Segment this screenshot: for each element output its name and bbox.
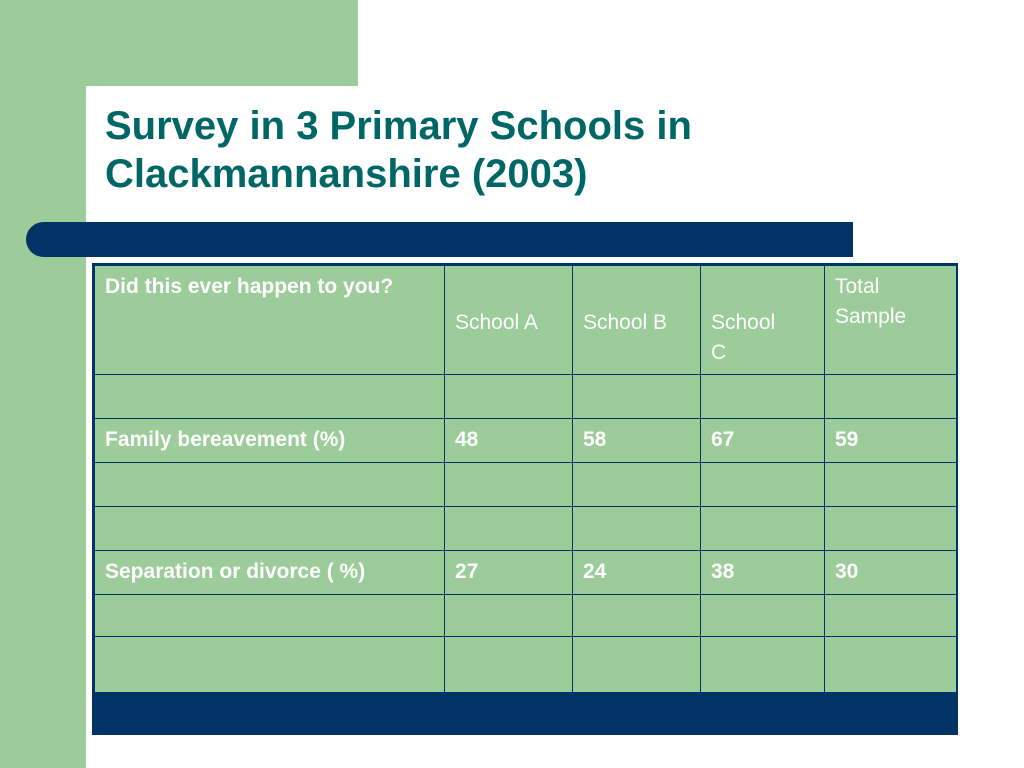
empty-cell (445, 595, 573, 637)
table-row-empty (95, 463, 957, 507)
empty-cell (573, 595, 701, 637)
table-row-empty (95, 595, 957, 637)
empty-cell (701, 507, 825, 551)
empty-cell (445, 463, 573, 507)
table-row-empty (95, 507, 957, 551)
cell-school-c: 38 (701, 551, 825, 595)
empty-cell (701, 463, 825, 507)
empty-cell (825, 463, 957, 507)
empty-cell (701, 637, 825, 693)
empty-cell (95, 375, 445, 419)
table-row-divorce (95, 551, 957, 595)
survey-table-frame (92, 263, 958, 735)
left-green-band (0, 0, 86, 768)
empty-cell (95, 637, 445, 693)
cell-total: 59 (825, 419, 957, 463)
empty-cell (701, 375, 825, 419)
cell-school-b: 24 (573, 551, 701, 595)
header-question-cell: Did this ever happen to you? (95, 266, 445, 375)
header-total-line1: Total (835, 275, 880, 298)
cell-school-a: 48 (445, 419, 573, 463)
empty-cell (95, 595, 445, 637)
header-school-b: School B (573, 266, 701, 375)
empty-cell (825, 595, 957, 637)
empty-cell (573, 637, 701, 693)
cell-school-c: 67 (701, 419, 825, 463)
slide-title (105, 102, 1005, 198)
empty-cell (445, 507, 573, 551)
title-divider-bar (26, 222, 853, 257)
table-row-bereavement (95, 419, 957, 463)
empty-cell (95, 507, 445, 551)
empty-cell (95, 463, 445, 507)
slide-title-line1: Survey in 3 Primary Schools in (105, 104, 692, 148)
top-green-band (0, 0, 358, 86)
empty-cell (573, 463, 701, 507)
cell-school-b: 58 (573, 419, 701, 463)
header-school-c (701, 266, 825, 375)
header-total-sample (825, 266, 957, 375)
empty-cell (445, 375, 573, 419)
empty-cell (573, 507, 701, 551)
row-label: Family bereavement (%) (95, 419, 445, 463)
empty-cell (825, 375, 957, 419)
header-total-line2: Sample (835, 305, 907, 328)
table-row-empty (95, 375, 957, 419)
table-header-row (95, 266, 957, 375)
table-row-empty (95, 637, 957, 693)
empty-cell (825, 507, 957, 551)
empty-cell (573, 375, 701, 419)
row-label: Separation or divorce ( %) (95, 551, 445, 595)
empty-cell (701, 595, 825, 637)
empty-cell (445, 637, 573, 693)
slide-title-line2: Clackmannanshire (2003) (105, 152, 588, 196)
cell-total: 30 (825, 551, 957, 595)
survey-table (94, 265, 957, 693)
cell-school-a: 27 (445, 551, 573, 595)
empty-cell (825, 637, 957, 693)
header-school-a: School A (445, 266, 573, 375)
header-school-c-line1: School (711, 311, 776, 334)
header-school-c-line2: C (711, 341, 727, 364)
